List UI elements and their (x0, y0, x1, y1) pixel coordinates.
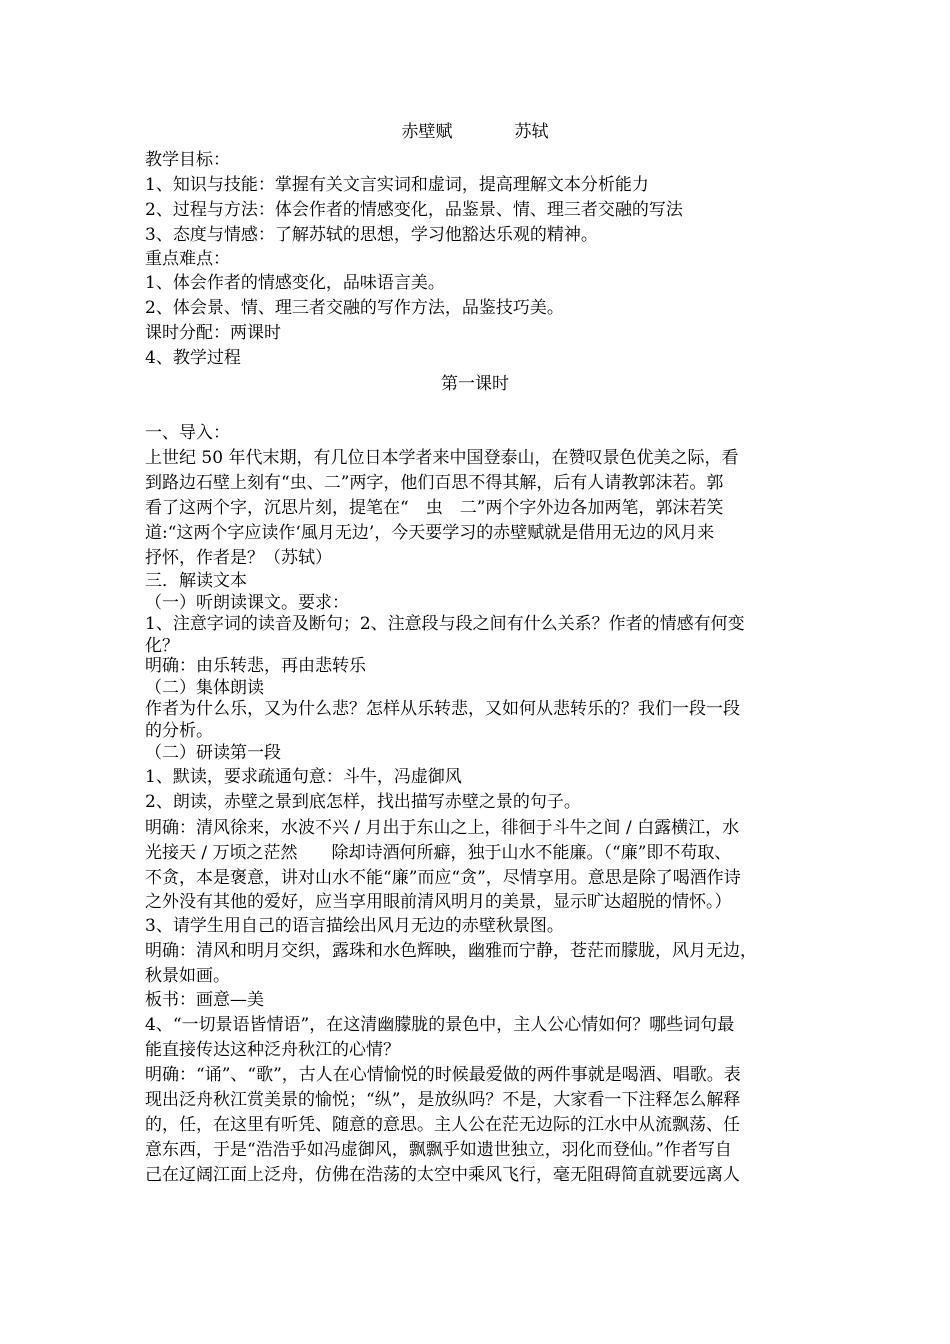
body-line: 己在辽阔江面上泛舟，仿佛在浩荡的太空中乘风飞行，毫无阻碍简直就要远离人 (145, 1165, 740, 1185)
body-line: 意东西，于是“浩浩乎如冯虚御风，飘飘乎如遗世独立，羽化而登仙。”作者写自 (145, 1140, 732, 1160)
body-line: 1、默读，要求疏通句意：斗牛，冯虚御风 (145, 767, 462, 787)
author-name: 苏轼 (514, 122, 549, 142)
focus-heading: 重点难点： (145, 249, 230, 269)
body-line: 上世纪 50 年代末期，有几位日本学者来中国登泰山，在赞叹景色优美之际，看 (145, 448, 739, 468)
body-line: 作者为什么乐，又为什么悲？怎样从乐转悲，又如何从悲转乐的？我们一段一段 (145, 699, 740, 719)
body-line: 明确：由乐转悲，再由悲转乐 (145, 656, 366, 676)
body-line: 明确：“诵”、“歌”，古人在心情愉悦的时候最爱做的两件事就是喝酒、唱歌。表 (145, 1065, 741, 1085)
body-line: 板书：画意—美 (145, 990, 264, 1010)
body-line: 现出泛舟秋江赏美景的愉悦；“纵”，是放纵吗？不是，大家看一下注释怎么解释 (145, 1090, 741, 1110)
body-line: 1、注意字词的读音及断句；2、注意段与段之间有什么关系？作者的情感有何变 (145, 614, 745, 634)
body-line: 3、请学生用自己的语言描绘出风月无边的赤壁秋景图。 (145, 916, 564, 936)
title-text: 赤壁赋 (401, 122, 453, 142)
body-line: （二）研读第一段 (145, 743, 281, 763)
class-allocation: 课时分配：两课时 (145, 323, 281, 343)
body-line: 道:“这两个字应读作‘風月无边’，今天要学习的赤壁赋就是借用无边的风月来 (145, 523, 715, 543)
body-line: 之外没有其他的爱好，应当享用眼前清风明月的美景，显示旷达超脱的情怀。） (145, 892, 732, 912)
body-line: 抒怀，作者是？（苏轼） (145, 548, 332, 568)
body-line: 2、朗读，赤壁之景到底怎样，找出描写赤壁之景的句子。 (145, 792, 581, 812)
body-line: 一、导入： (145, 423, 230, 443)
objective-2: 2、过程与方法：体会作者的情感变化，品鉴景、情、理三者交融的写法 (145, 200, 683, 220)
section-heading: 第一课时 (441, 374, 509, 394)
body-line: 不贪，本是褒意，讲对山水不能“廉”而应“贪”，尽情享用。意思是除了喝酒作诗 (145, 868, 741, 888)
body-line: （二）集体朗读 (145, 678, 264, 698)
document-title (0, 120, 950, 144)
body-line: 化？ (145, 636, 179, 656)
body-line: 明确：清风徐来，水波不兴 / 月出于东山之上，徘徊于斗牛之间 / 白露横江，水 (145, 818, 740, 838)
focus-1: 1、体会作者的情感变化，品味语言美。 (145, 273, 445, 293)
objective-1: 1、知识与技能：掌握有关文言实词和虚词，提高理解文本分析能力 (145, 175, 649, 195)
body-line: 三．解读文本 (145, 571, 247, 591)
body-line: 秋景如画。 (145, 966, 230, 986)
body-line: 的分析。 (145, 721, 213, 741)
body-line: 能直接传达这种泛舟秋江的心情？ (145, 1040, 400, 1060)
focus-2: 2、体会景、情、理三者交融的写作方法，品鉴技巧美。 (145, 298, 564, 318)
body-line: 4、“一切景语皆情语”，在这清幽朦胧的景色中，主人公心情如何？哪些词句最 (145, 1015, 735, 1035)
process-heading: 4、教学过程 (145, 348, 241, 368)
body-line: 明确：清风和明月交织，露珠和水色辉映，幽雅而宁静，苍茫而朦胧，风月无边， (145, 941, 757, 961)
body-line: 的，任，在这里有听凭、随意的意思。主人公在茫无边际的江水中从流飘荡、任 (145, 1115, 740, 1135)
body-line: 光接天 / 万顷之茫然 除却诗酒何所癖，独于山水不能廉。（“廉”即不苟取、 (145, 843, 732, 863)
body-line: 到路边石壁上刻有“虫、二”两字，他们百思不得其解，后有人请教郭沫若。郭 (145, 473, 724, 493)
body-line: （一）听朗读课文。要求： (145, 593, 349, 613)
objectives-heading: 教学目标： (145, 150, 230, 170)
body-line: 看了这两个字，沉思片刻，提笔在“ 虫 二”两个字外边各加两笔，郭沫若笑 (145, 498, 724, 518)
objective-3: 3、态度与情感：了解苏轼的思想，学习他豁达乐观的精神。 (145, 225, 598, 245)
